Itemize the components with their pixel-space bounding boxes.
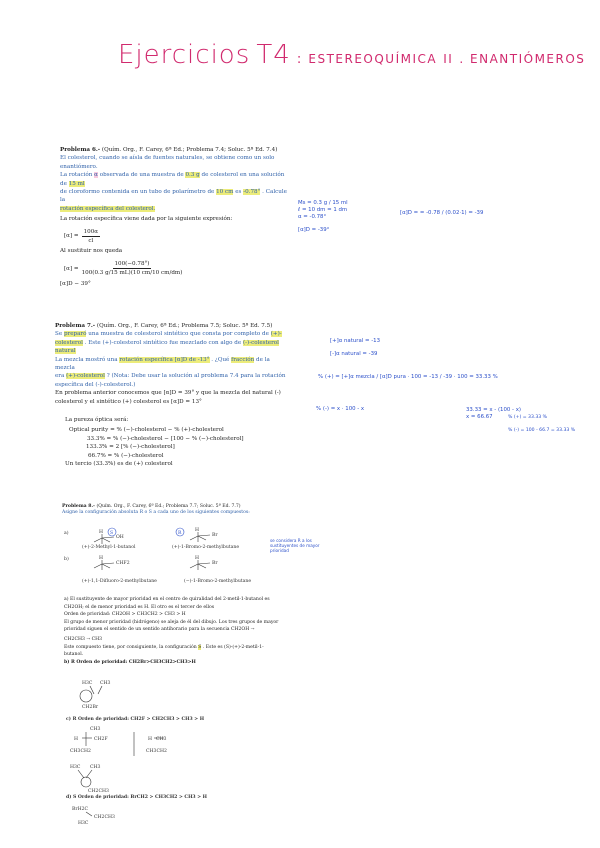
structure-c2 <box>70 764 109 794</box>
mol-c-name: (+)-1,1-Difluoro-2-methylbutane <box>82 579 157 584</box>
p7-line-1: Se preparó una muestra de colesterol sintético que consta por completo de (+)- <box>55 331 282 338</box>
p7-calc-2: 33.3% = % (−)-cholesterol − [100 − % (−)-cholesterol] <box>87 435 244 442</box>
title-ii: II <box>443 52 454 66</box>
p8-ans-a3: Orden de prioridad: CH2OH > CH3CH2 > CH3 > H <box>64 612 186 618</box>
note-p7-percent: % (+) = [+]α mezcla / [α]D pura · 100 = -13 / -39 · 100 = 33.33 % <box>318 374 498 380</box>
p8-molecules <box>62 524 267 590</box>
note-p6-data: Ms = 0.3 g / 15 ml ℓ = 10 dm = 1 dm α = -0.78° [α]D = -39° <box>298 200 348 233</box>
svg-text:CH3CH2: CH3CH2 <box>146 749 167 754</box>
molecule-a <box>94 529 124 544</box>
svg-text:CH3: CH3 <box>156 737 167 742</box>
mol-b-name: (+)-1-Bromo-2-methylbutane <box>172 545 240 550</box>
svg-text:H3C: H3C <box>78 821 89 826</box>
p7-line-2: colesterol . Este (+)-colesterol sintético fue mezclado con algo de (-)-colesterol natural <box>55 339 279 355</box>
note-p8: se considera R a los sustituyentes de mayor prioridad <box>270 538 320 553</box>
svg-text:H: H <box>148 737 153 742</box>
structure-b <box>80 680 111 710</box>
molecule-d <box>190 555 218 570</box>
p8-line-1: Asigne la configuración absoluta R o S a cada uno de los siguientes compuestos: <box>62 510 250 516</box>
p8-answer-structures <box>62 676 262 826</box>
p7-line-6: En problema anterior conocemos que [α]D = 39° y que la mezcla del natural (-) <box>55 390 281 397</box>
p6-heading: Problema 6.- (Quím. Org., F. Carey, 6ª Ed.; Problema 7.4; Soluc. 5ª Ed. 7.4) <box>60 147 278 153</box>
p8-ans-a8: butanol. <box>64 652 84 658</box>
svg-text:CH2Br: CH2Br <box>82 705 99 710</box>
title-colon: : <box>296 52 303 67</box>
svg-text:CH2CH3: CH2CH3 <box>94 815 115 820</box>
title-stereo: ESTEREOQUÍMICA <box>308 52 438 66</box>
p7-calc-3: 133.3% = 2 [% (−)-cholesterol] <box>86 444 175 451</box>
label-b: b) <box>64 557 69 562</box>
svg-text:Br: Br <box>212 533 218 538</box>
note-p7-result: % (+) = 33.33 % % (-) = 100 - 66.7 = 33.33 % <box>508 415 576 433</box>
p7-calc-1: Optical purity = % (−)-cholesterol − % (+)-cholesterol <box>69 427 224 434</box>
svg-text:CH3CH2: CH3CH2 <box>70 749 91 754</box>
mol-a-name: (+)-2-Methyl-1-butanol <box>82 545 136 550</box>
p8-ans-a5: prioridad siguen el sentido de un sentido antihorario para la secuencia CH2OH → <box>64 627 255 633</box>
p6-line-6: Al sustituir nos queda <box>60 248 123 255</box>
p6-line-5: La rotación específica viene dada por la siguiente expresión: <box>60 216 233 223</box>
p8-ans-c: c) R Orden de prioridad: CH2F > CH2CH3 > CH3 > H <box>66 717 205 722</box>
problem-6 <box>60 146 292 288</box>
p8-answers <box>64 596 290 666</box>
p8-ans-a1: a) El sustituyente de mayor prioridad en el centro de quiralidad del 2-metil-1-butanol es <box>64 597 270 602</box>
p6-line-2: La rotación α observada de una muestra de 0.3 g de colesterol en una solución de 15 ml <box>60 172 285 187</box>
p8-ans-d: d) S Orden de prioridad: BrCH2 > CH3CH2 > CH3 > H <box>66 795 207 800</box>
svg-text:CH2F: CH2F <box>94 737 108 742</box>
p8-ans-a4: El grupo de menor prioridad (hidrógeno) se aleja de él del dibujo. Los tres grupos de mayor <box>64 619 279 625</box>
svg-text:H3C: H3C <box>82 681 93 686</box>
p6-formula-2: [α] = $\frac{100(-0.78^\circ)}{100(0.3 g/15 mL)(10 cm/10 cm/dm)}$ <box>64 260 183 277</box>
circle-b-label: R <box>178 531 182 536</box>
svg-text:H3C: H3C <box>70 765 81 770</box>
p7-calc-4: 66.7% = % (−)-cholesterol <box>88 452 164 459</box>
structure-c <box>70 726 167 756</box>
svg-text:CH3: CH3 <box>90 727 101 732</box>
p6-line-3: de cloroformo contenida en un tubo de polarímetro de 10 cm es -0.78° . Calcule la <box>60 189 287 204</box>
svg-text:H: H <box>99 530 104 535</box>
svg-text:OH: OH <box>116 535 124 540</box>
title-t4: T4 <box>256 40 291 70</box>
page-title <box>118 40 585 70</box>
p6-line-1: El colesterol, cuando se aísla de fuentes naturales, se obtiene como un solo enantiómero. <box>60 155 275 170</box>
problem-8 <box>62 504 292 517</box>
label-a: a) <box>64 531 69 536</box>
p8-ans-a6: CH2CH3 → CH3 <box>64 636 103 642</box>
p8-ans-b: b) R Orden de prioridad: CH2Br>CH3CH2>CH3>H <box>64 659 196 665</box>
p6-formula-1: [α] = $\frac{100\alpha}{cl}$ <box>64 228 99 245</box>
svg-text:Br: Br <box>212 561 218 566</box>
p7-line-3: La mezcla mostró una rotación específica [α]D de -13° . ¿Qué fracción de la mezcla <box>55 356 270 372</box>
note-p7-system: % (-) = x · 100 - x 33.33 = x - (100 - x) x = 66.67 <box>316 406 521 420</box>
svg-text:CH2CH3: CH2CH3 <box>88 789 109 794</box>
p7-heading: Problema 7.- (Quím. Org., F. Carey, 6ª Ed.; Problema 7.5; Soluc. 5ª Ed. 7.5) <box>55 323 273 329</box>
p8-ans-a2: CH2OH; el de menor prioridad es H. El otro es el tercer de ellos <box>64 604 215 610</box>
circle-a-label: S <box>110 531 114 536</box>
note-p7-values: [+]α natural = -13 [-]α natural = -39 <box>330 338 381 357</box>
molecule-b <box>190 527 218 542</box>
p6-line-4: rotación específica del colesterol. <box>60 205 156 212</box>
structure-d <box>72 806 115 826</box>
mol-d-name: (−)-1-Bromo-2-methylbutane <box>184 579 252 584</box>
p7-line-4: era (+)-colesterol ? (Nota: Debe usar la solución al problema 7.4 para la rotación <box>55 373 286 380</box>
problem-7 <box>55 322 287 469</box>
svg-text:H: H <box>74 737 79 742</box>
p6-result: [α]D − 39° <box>60 280 91 287</box>
title-enant: . ENANTIÓMEROS <box>459 52 586 66</box>
p7-line-8: La pureza óptica será: <box>65 417 129 424</box>
p7-line-5: específica del (-)-colesterol.) <box>55 381 136 388</box>
p8-ans-a7: Este compuesto tiene, por consiguiente, la configuración S . Este es (S)-(+)-2-metil-1- <box>64 644 264 650</box>
p8-heading: Problema 8.- (Quím. Org., F. Carey, 6ª Ed.; Problema 7.7; Soluc. 5ª Ed. 7.7) <box>62 504 241 509</box>
svg-text:H: H <box>195 556 200 561</box>
svg-text:H: H <box>195 528 200 533</box>
svg-text:H: H <box>99 556 104 561</box>
svg-text:CHF2: CHF2 <box>116 561 130 566</box>
svg-text:CH3: CH3 <box>100 681 111 686</box>
note-p6-calc: [α]D = = -0.78 / (0.02·1) = -39 <box>400 210 484 216</box>
molecule-c <box>94 555 130 570</box>
p7-line-7: colesterol y el sintético (+) colesterol es [α]D = 13° <box>55 398 202 405</box>
svg-text:CH3: CH3 <box>90 765 101 770</box>
title-ejercicios: Ejercicios <box>118 40 251 70</box>
svg-text:BrH2C: BrH2C <box>72 807 89 812</box>
p7-conclusion: Un tercio (33.3%) es de (+) colesterol <box>65 461 173 468</box>
